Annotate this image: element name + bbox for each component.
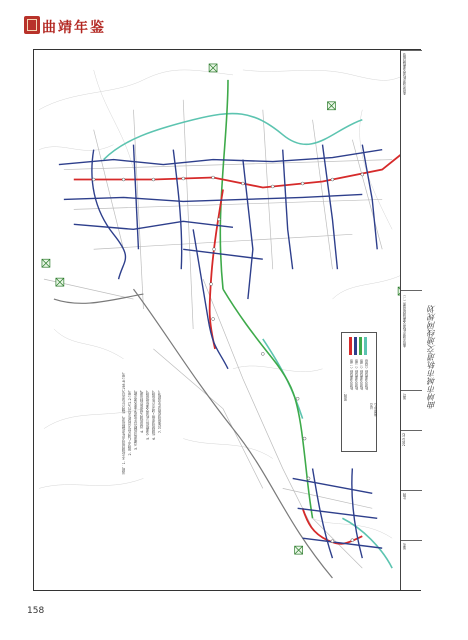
map-legend (341, 332, 377, 452)
note-line: 6. 线网规划需纳入城市总体规划。 (152, 388, 156, 440)
note-line: 5. 交通枢纽与轨道交通衔接规划。 (146, 388, 150, 440)
title-block-project: 曲靖市城市轨道交通线网规划 (403, 53, 407, 95)
page-number: 158 (27, 606, 45, 616)
legend-swatch-line-4 (364, 337, 367, 355)
road-network (44, 100, 392, 568)
legend-swatch-line-3 (359, 337, 362, 355)
title-block (400, 50, 421, 590)
legend-label: 轨道交通线路（远景） (365, 357, 369, 390)
title-block-date: 2013.12 (402, 433, 406, 447)
page-header (24, 16, 444, 46)
line-3-green (220, 80, 312, 518)
legend-swatch-line-2 (354, 337, 357, 355)
map-frame (33, 49, 421, 591)
brand-title: 曲靖年鉴 (42, 20, 106, 36)
note-line: 4. 远景线网为预留控制用地。 (140, 388, 144, 434)
terrain-lines (39, 70, 417, 538)
title-block-label: 图号 (403, 393, 407, 400)
legend-label: 轨道交通线路（三期） (360, 357, 364, 390)
legend-label: 站点 (370, 403, 374, 410)
legend-label: 轨道交通线路（一期） (350, 357, 354, 390)
note-line: 2. 规划中心城区站点间距平均约为1.2公里。 (128, 388, 132, 456)
title-block-scale: 比例 (403, 493, 407, 500)
note-line: 7. 其他规划原则详见说明书。 (158, 388, 162, 434)
legend-swatch-line-1 (349, 337, 352, 355)
note-line: 说明：1. 本次线网规划由4条线路组成，线网总长度约为198.8公里。 (122, 370, 126, 475)
title-block-sheet: 曲靖市城市轨道交通线网规划图（一） (403, 293, 407, 348)
map-caption: 曲靖市城市轨道交通线网规划 (427, 305, 436, 409)
brand-seal-icon (24, 16, 40, 34)
note-line: 3. 近期建设线路宜先选取主要客流走廊。 (134, 388, 138, 451)
legend-label: 轨道交通线路（二期） (355, 357, 359, 390)
title-block-name: 图名 (403, 543, 407, 550)
map-notes (120, 370, 190, 580)
legend-title: 图例： (344, 391, 348, 401)
legend-label: 换乘中心 (374, 403, 378, 417)
transit-network-map (34, 50, 420, 590)
railway (54, 289, 333, 578)
